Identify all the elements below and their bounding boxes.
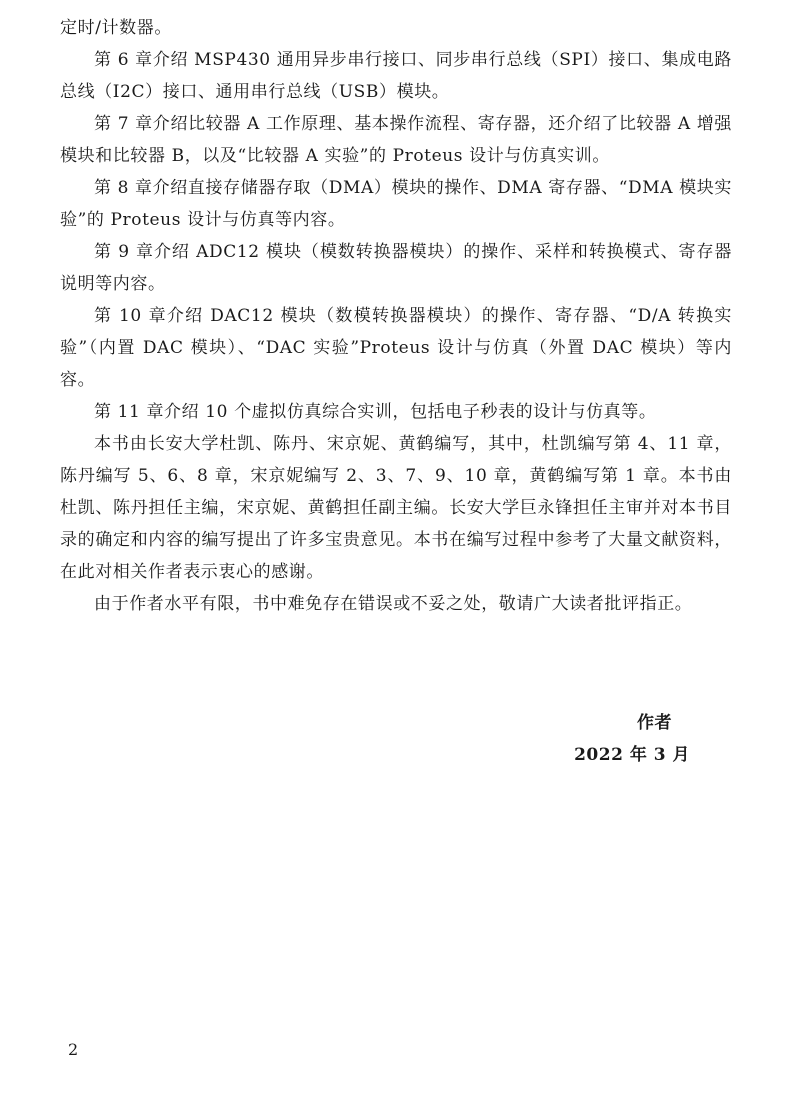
paragraph-chapter-7: 第 7 章介绍比较器 A 工作原理、基本操作流程、寄存器，还介绍了比较器 A 增强模块和比较器 B，以及“比较器 A 实验”的 Proteus 设计与仿真实训。 [60, 114, 733, 166]
paragraph-apology: 由于作者水平有限，书中难免存在错误或不妥之处，敬请广大读者批评指正。 [94, 594, 693, 614]
paragraph-intro-continuation: 定时/计数器。 [60, 18, 172, 38]
paragraph-chapter-9: 第 9 章介绍 ADC12 模块（模数转换器模块）的操作、采样和转换模式、寄存器说明等内容。 [60, 242, 732, 294]
paragraph-chapter-6: 第 6 章介绍 MSP430 通用异步串行接口、同步串行总线（SPI）接口、集成电路总线（I2C）接口、通用串行总线（USB）模块。 [60, 50, 732, 102]
paragraph-authors: 本书由长安大学杜凯、陈丹、宋京妮、黄鹤编写，其中，杜凯编写第 4、11 章，陈丹编写 5、6、8 章，宋京妮编写 2、3、7、9、10 章，黄鹤编写第 1 章。本书由杜凯、陈丹担任主编，宋京妮、黄鹤担任副主编。长安大学巨永锋担任主审并对本书目录的确定和内容的编写提出了许多宝贵意见。本书在编写过程中参考了大量文献资料，在此对相关作者表示衷心的感谢。 [60, 434, 732, 582]
paragraph-chapter-8: 第 8 章介绍直接存储器存取（DMA）模块的操作、DMA 寄存器、“DMA 模块实验”的 Proteus 设计与仿真等内容。 [60, 178, 732, 230]
signature-date: 2022 年 3 月 [574, 745, 690, 765]
paragraph-chapter-11: 第 11 章介绍 10 个虚拟仿真综合实训，包括电子秒表的设计与仿真等。 [94, 402, 657, 422]
preface-body [60, 12, 732, 620]
signature-author: 作者 [637, 713, 672, 733]
paragraph-chapter-10: 第 10 章介绍 DAC12 模块（数模转换器模块）的操作、寄存器、“D/A 转换实验”（内置 DAC 模块）、“DAC 实验”Proteus 设计与仿真（外置 DAC 模块）等内容。 [60, 306, 732, 390]
page-number: 2 [68, 1040, 79, 1059]
